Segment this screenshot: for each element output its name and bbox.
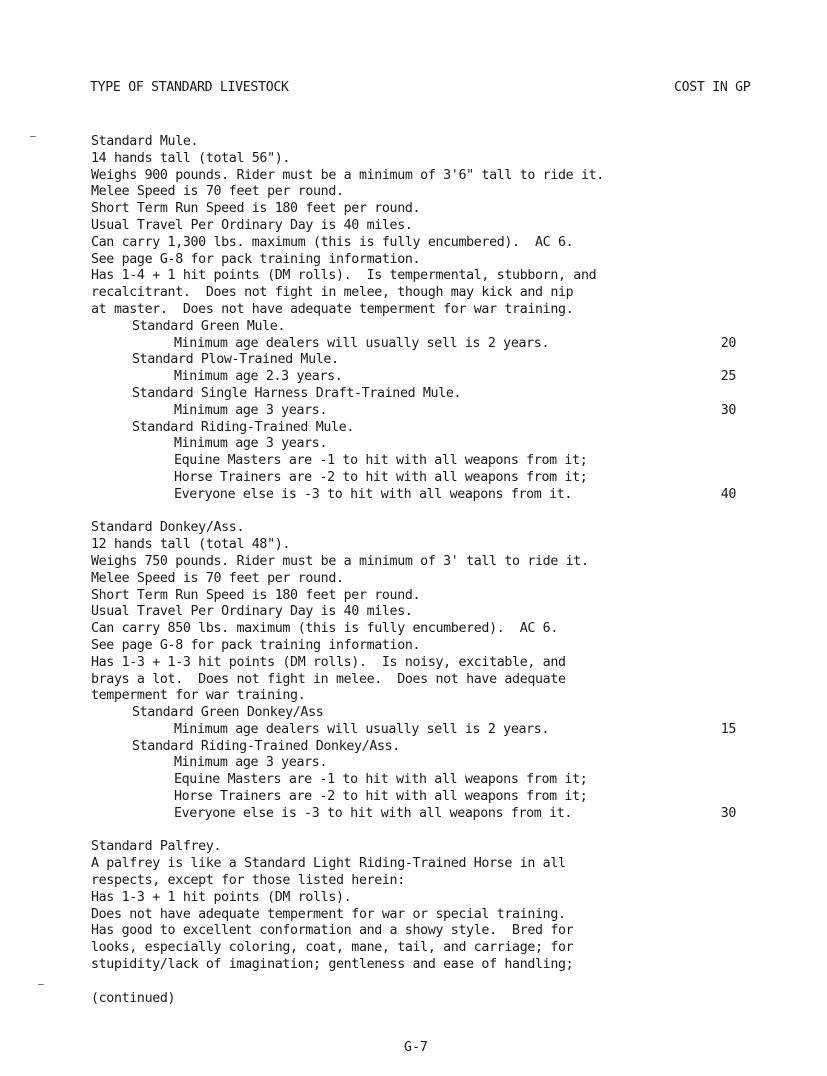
text-line (0, 470, 827, 487)
line-text: respects, except for those listed herein: (91, 873, 405, 889)
text-line (0, 588, 827, 605)
line-text: temperment for war training. (91, 688, 306, 704)
line-text: Has 1-3 + 1 hit points (DM rolls). (91, 889, 352, 905)
text-line (0, 453, 827, 470)
text-line (0, 252, 827, 269)
text-line (0, 655, 827, 672)
text-line (0, 352, 827, 369)
text-line (0, 923, 827, 940)
line-text: Does not have adequate temperment for war or special training. (91, 906, 566, 922)
text-line (0, 789, 827, 806)
text-line (0, 705, 827, 722)
cost-value: 20 (720, 335, 736, 351)
text-line (0, 957, 827, 974)
text-line (0, 520, 827, 537)
line-text: Everyone else is -3 to hit with all weapons from it. (174, 486, 573, 502)
blank-line (0, 504, 827, 521)
line-text: Can carry 1,300 lbs. maximum (this is fully encumbered). AC 6. (91, 234, 574, 250)
line-text: See page G-8 for pack training information. (91, 251, 421, 267)
text-line (0, 755, 827, 772)
text-line (0, 369, 827, 386)
line-text: stupidity/lack of imagination; gentleness and ease of handling; (91, 957, 574, 973)
text-line (0, 403, 827, 420)
text-line (0, 907, 827, 924)
text-line (0, 201, 827, 218)
line-text: Minimum age dealers will usually sell is 2 years. (174, 335, 550, 351)
line-text: Everyone else is -3 to hit with all weapons from it. (174, 805, 573, 821)
text-line (0, 336, 827, 353)
text-line (0, 621, 827, 638)
cost-value: 30 (720, 402, 736, 418)
line-text: Standard Palfrey. (91, 839, 222, 855)
text-line (0, 672, 827, 689)
text-line (0, 285, 827, 302)
line-text: Minimum age dealers will usually sell is 2 years. (174, 721, 550, 737)
text-line (0, 537, 827, 554)
text-line (0, 856, 827, 873)
text-line (0, 571, 827, 588)
line-text: Standard Mule. (91, 134, 199, 149)
text-line (0, 134, 827, 151)
line-text: Usual Travel Per Ordinary Day is 40 miles. (91, 604, 413, 620)
line-text: Standard Single Harness Draft-Trained Mule. (132, 385, 462, 401)
line-text: Usual Travel Per Ordinary Day is 40 miles. (91, 217, 413, 233)
line-text: Has 1-3 + 1-3 hit points (DM rolls). Is noisy, excitable, and (91, 654, 566, 670)
text-line (0, 604, 827, 621)
text-line (0, 806, 827, 823)
text-line (0, 151, 827, 168)
text-line (0, 218, 827, 235)
scan-mark (30, 136, 36, 137)
text-line (0, 739, 827, 756)
line-text: See page G-8 for pack training information. (91, 637, 421, 653)
text-line (0, 319, 827, 336)
line-text: Standard Green Donkey/Ass (132, 705, 324, 721)
cost-value: 25 (720, 369, 736, 385)
line-text: Equine Masters are -1 to hit with all weapons from it; (174, 453, 588, 469)
line-text: Short Term Run Speed is 180 feet per round. (91, 587, 421, 603)
text-line (0, 890, 827, 907)
line-text: Standard Donkey/Ass. (91, 520, 245, 536)
blank-line (0, 823, 827, 840)
line-text: Weighs 750 pounds. Rider must be a minimum of 3' tall to ride it. (91, 553, 589, 569)
line-text: Horse Trainers are -2 to hit with all weapons from it; (174, 469, 588, 485)
line-text: Standard Riding-Trained Mule. (132, 419, 355, 435)
scan-mark (38, 984, 44, 985)
text-line (0, 487, 827, 504)
text-line (0, 873, 827, 890)
line-text: A palfrey is like a Standard Light Riding-Trained Horse in all (91, 856, 566, 872)
line-text: Has 1-4 + 1 hit points (DM rolls). Is tempermental, stubborn, and (91, 268, 597, 284)
line-text: Melee Speed is 70 feet per round. (91, 184, 344, 200)
line-text: Minimum age 2.3 years. (174, 369, 343, 385)
text-line (0, 386, 827, 403)
line-text: looks, especially coloring, coat, mane, tail, and carriage; for (91, 940, 574, 956)
text-line (0, 940, 827, 957)
line-text: Has good to excellent conformation and a showy style. Bred for (91, 923, 574, 939)
text-line (0, 554, 827, 571)
line-text: Can carry 850 lbs. maximum (this is fully encumbered). AC 6. (91, 621, 558, 637)
text-line (0, 235, 827, 252)
text-line (0, 268, 827, 285)
column-header-cost: COST IN GP (674, 80, 751, 95)
line-text: 12 hands tall (total 48"). (91, 537, 291, 553)
line-text: Standard Riding-Trained Donkey/Ass. (132, 738, 400, 754)
text-line (0, 420, 827, 437)
line-text: Standard Plow-Trained Mule. (132, 352, 339, 368)
text-line (0, 722, 827, 739)
text-line (0, 638, 827, 655)
line-text: Melee Speed is 70 feet per round. (91, 570, 344, 586)
line-text: Minimum age 3 years. (174, 755, 328, 771)
text-line (0, 184, 827, 201)
line-text: 14 hands tall (total 56"). (91, 150, 291, 166)
text-line (0, 436, 827, 453)
column-header-livestock-type: TYPE OF STANDARD LIVESTOCK (90, 80, 289, 95)
line-text: Short Term Run Speed is 180 feet per round. (91, 201, 421, 217)
line-text: Standard Green Mule. (132, 318, 286, 334)
line-text: Minimum age 3 years. (174, 402, 328, 418)
text-line (0, 839, 827, 856)
cost-value: 40 (720, 486, 736, 502)
line-text: Equine Masters are -1 to hit with all weapons from it; (174, 772, 588, 788)
line-text: (continued) (91, 990, 176, 1006)
cost-value: 30 (720, 805, 736, 821)
text-line (0, 772, 827, 789)
cost-value: 15 (720, 721, 736, 737)
line-text: Horse Trainers are -2 to hit with all weapons from it; (174, 789, 588, 805)
text-line (0, 991, 827, 1008)
text-line (0, 688, 827, 705)
blank-line (0, 974, 827, 991)
livestock-listing (0, 134, 827, 1007)
line-text: recalcitrant. Does not fight in melee, though may kick and nip (91, 285, 574, 301)
text-line (0, 302, 827, 319)
line-text: at master. Does not have adequate temperment for war training. (91, 301, 574, 317)
line-text: brays a lot. Does not fight in melee. Does not have adequate (91, 671, 566, 687)
line-text: Minimum age 3 years. (174, 436, 328, 452)
line-text: Weighs 900 pounds. Rider must be a minimum of 3'6" tall to ride it. (91, 167, 604, 183)
text-line (0, 168, 827, 185)
page-number: G-7 (404, 1040, 428, 1055)
